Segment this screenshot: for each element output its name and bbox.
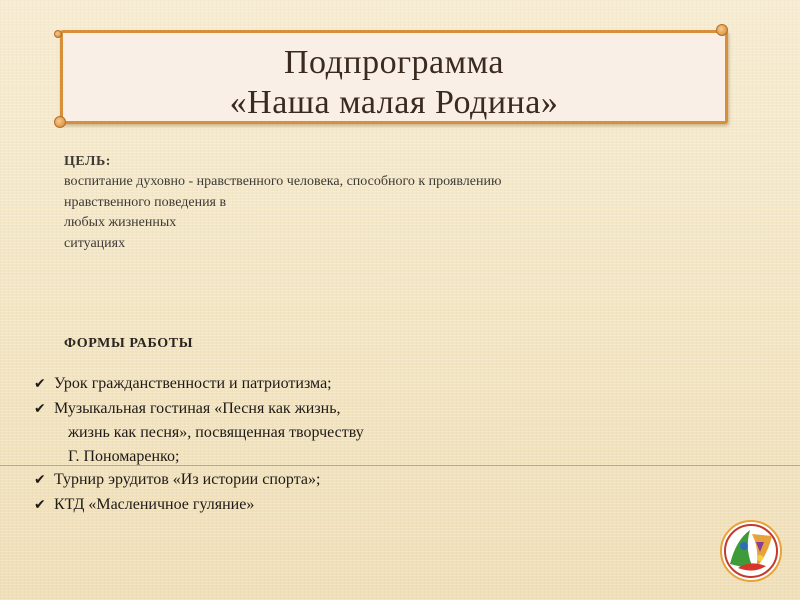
scroll-curl-icon [54,116,66,128]
forms-heading: ФОРМЫ РАБОТЫ [64,336,194,351]
list-item [34,468,594,493]
title-line-2: «Наша малая Родина» [229,84,559,121]
slide-title [63,43,725,123]
scroll-curl-icon [716,24,728,36]
list-item-text: Музыкальная гостиная «Песня как жизнь, [54,399,341,417]
list-item-text: КТД «Масленичное гуляние» [54,495,255,513]
list-item [34,493,594,518]
list-item [34,372,594,397]
checkmark-icon: ✔ [34,472,46,488]
scroll-curl-icon [54,30,62,38]
checkmark-icon: ✔ [34,400,46,417]
title-scroll [60,30,728,124]
checkmark-icon: ✔ [34,376,46,392]
goal-line: воспитание духовно - нравственного человека, способного к проявлению [64,174,502,189]
list-item-continuation [34,421,594,445]
list-item-text: Г. Пономаренко; [68,447,180,465]
list-item-text: Турнир эрудитов «Из истории спорта»; [54,471,321,488]
goal-section [64,152,704,254]
checkmark-icon: ✔ [34,496,46,513]
forms-list [34,372,594,517]
goal-line: ситуациях [64,235,126,251]
list-item [34,397,594,422]
title-line-1: Подпрограмма [284,44,504,81]
goal-line: нравственного поведения в [64,194,227,210]
goal-line: любых жизненных [64,215,177,230]
title-banner [52,24,734,128]
list-item-text: Урок гражданственности и патриотизма; [54,375,332,392]
list-item-text: жизнь как песня», посвященная творчеству [68,424,364,441]
goal-heading: ЦЕЛЬ: [64,154,111,169]
divider-line [0,465,800,466]
emblem-logo [720,520,782,582]
